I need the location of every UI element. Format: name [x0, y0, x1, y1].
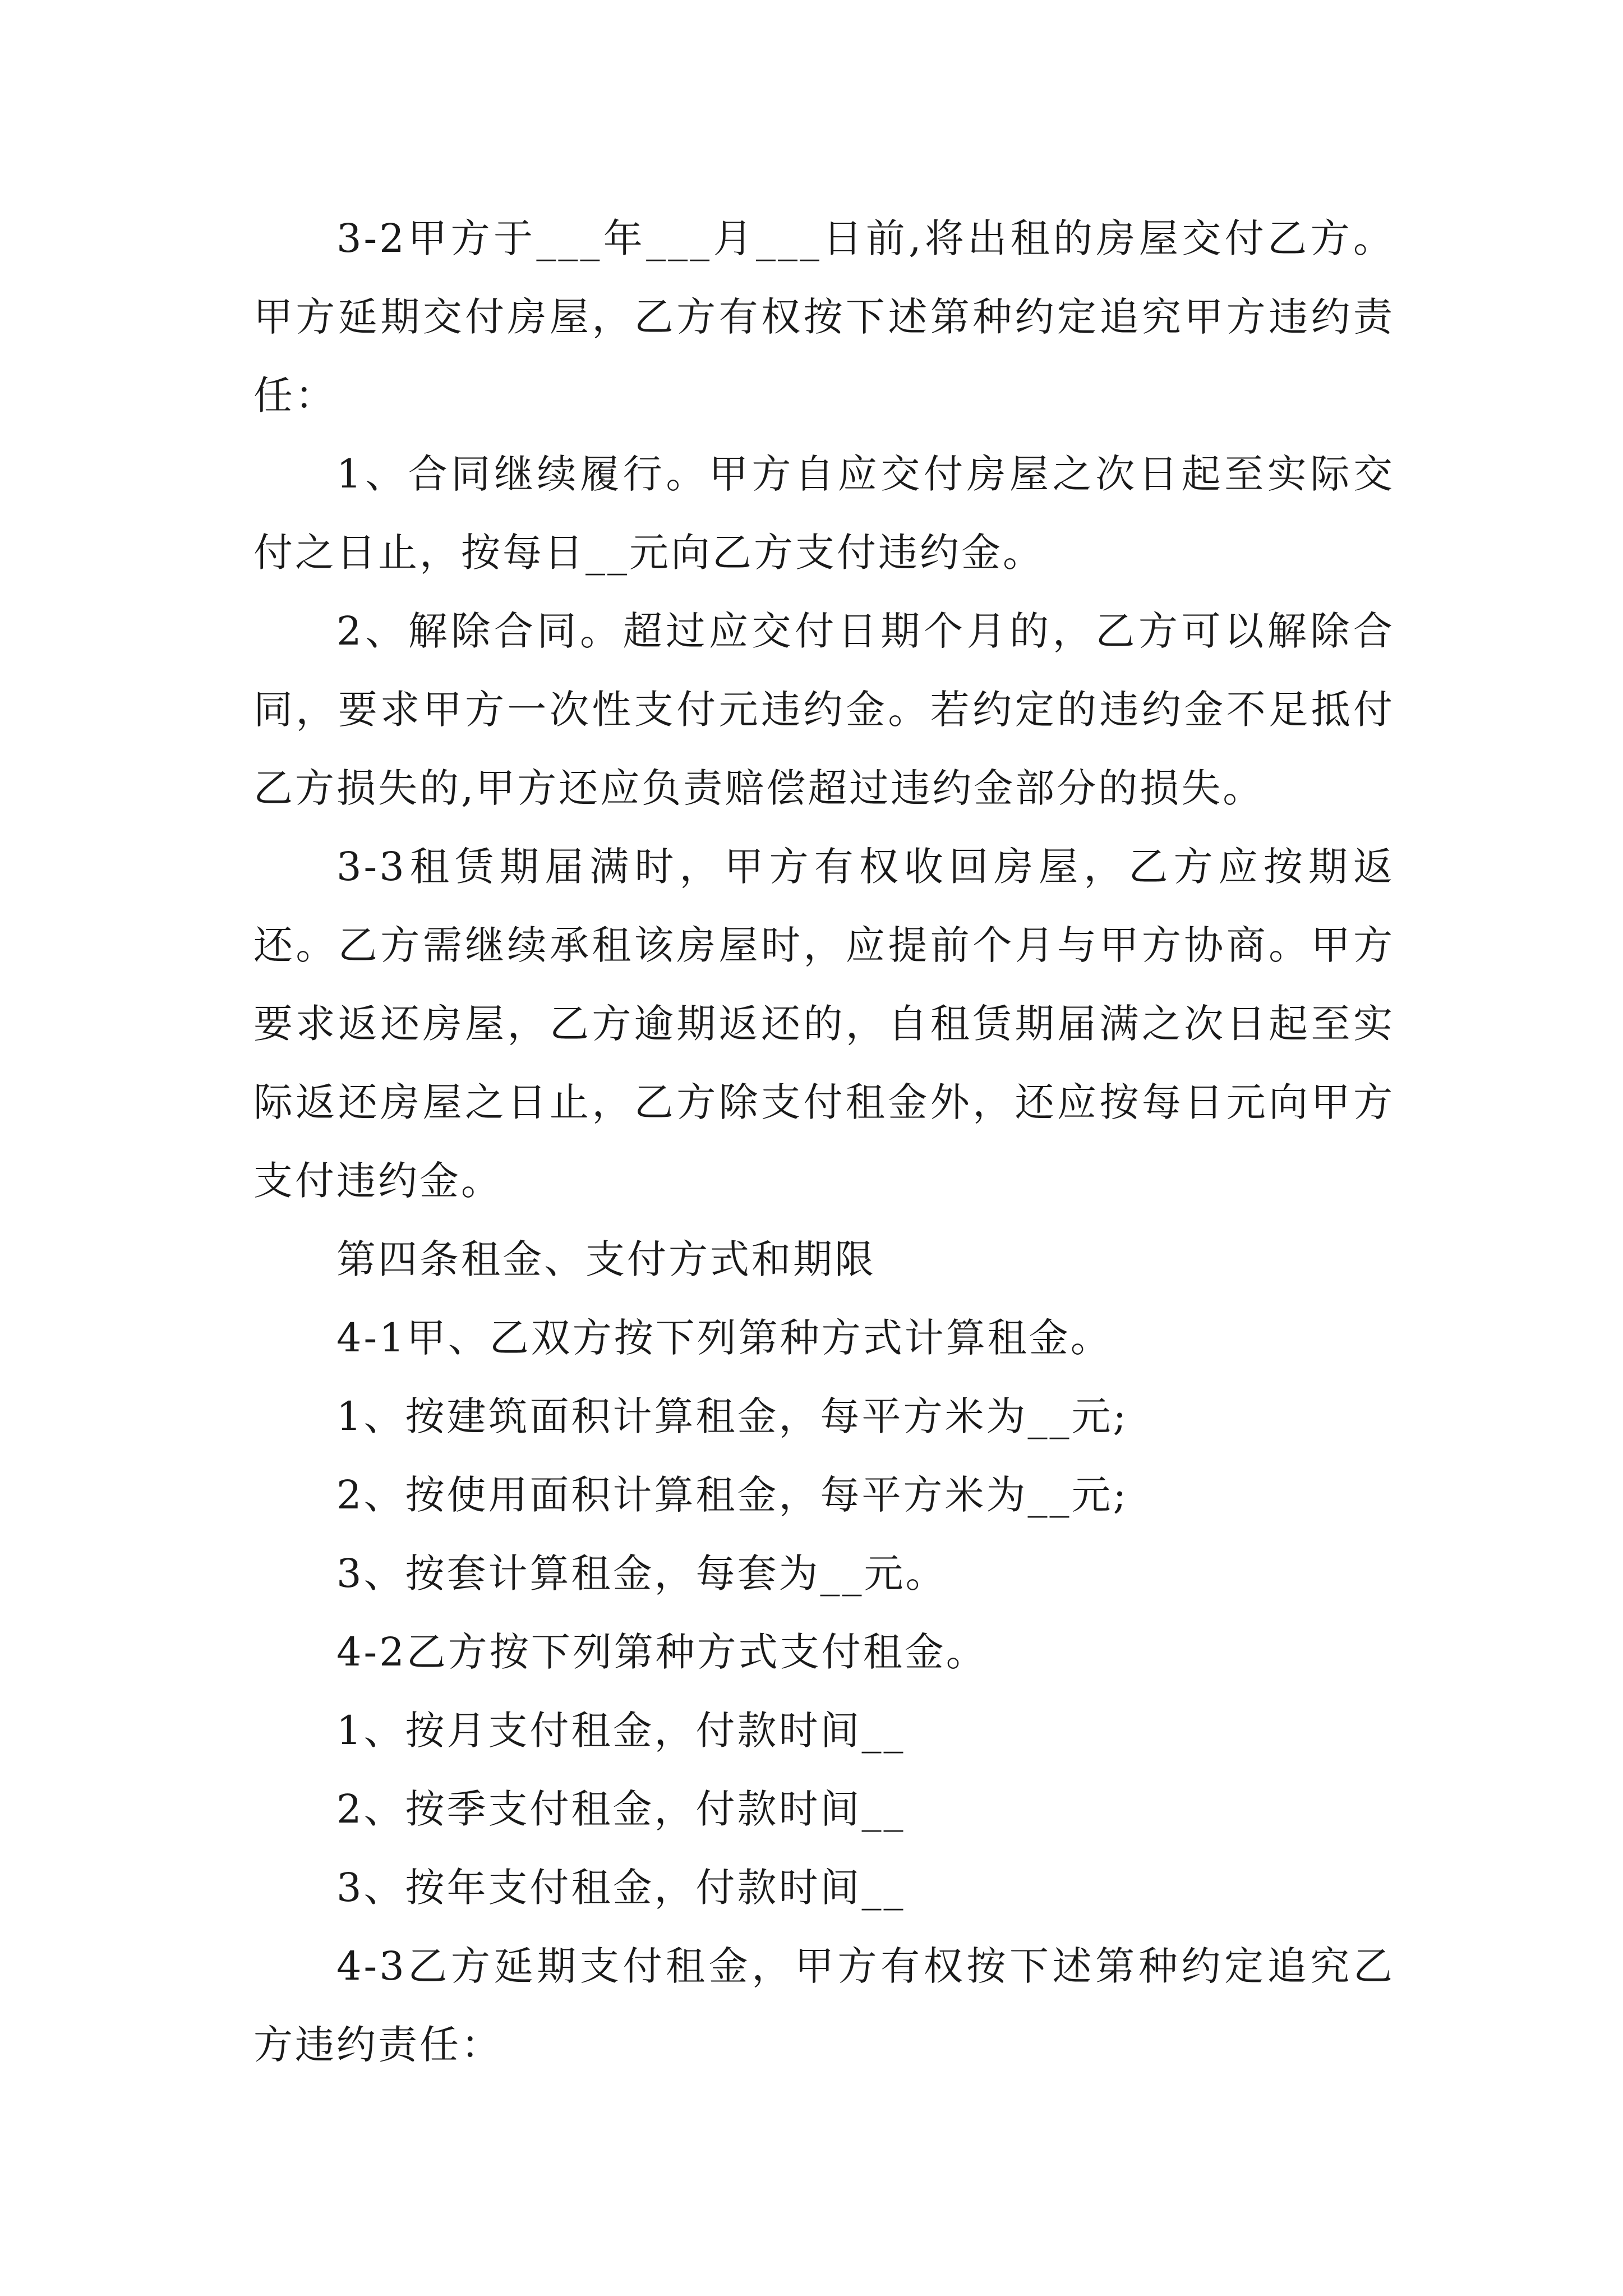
paragraph-item-continue-contract: 1、合同继续履行。甲方自应交付房屋之次日起至实际交付之日止，按每日__元向乙方支付违约金。	[253, 451, 1395, 576]
paragraph-item-monthly: 1、按月支付租金，付款时间__	[336, 1708, 906, 1754]
paragraph-item-quarterly: 2、按季支付租金，付款时间__	[336, 1786, 906, 1832]
paragraph-3-3: 3-3租赁期届满时，甲方有权收回房屋，乙方应按期返还。乙方需继续承租该房屋时，应提前个月与甲方协商。甲方要求返还房屋，乙方逾期返还的，自租赁期届满之次日起至实际返还房屋之日止，乙方除支付租金外，还应按每日元向甲方支付违约金。	[253, 844, 1395, 1204]
paragraph-4-2: 4-2乙方按下列第种方式支付租金。	[336, 1629, 988, 1675]
paragraph-item-yearly: 3、按年支付租金，付款时间__	[336, 1865, 906, 1911]
paragraph-4-3: 4-3乙方延期支付租金，甲方有权按下述第种约定追究乙方违约责任：	[253, 1943, 1395, 2068]
paragraph-item-building-area: 1、按建筑面积计算租金，每平方米为__元;	[336, 1393, 1129, 1439]
section-heading-article-4: 第四条租金、支付方式和期限	[336, 1236, 876, 1282]
paragraph-item-terminate-contract: 2、解除合同。超过应交付日期个月的，乙方可以解除合同，要求甲方一次性支付元违约金。若约定的违约金不足抵付乙方损失的,甲方还应负责赔偿超过违约金部分的损失。	[253, 608, 1395, 811]
paragraph-4-1: 4-1甲、乙双方按下列第种方式计算租金。	[336, 1315, 1112, 1361]
paragraph-item-per-unit: 3、按套计算租金，每套为__元。	[336, 1550, 947, 1596]
paragraph-3-2: 3-2甲方于___年___月___日前,将出租的房屋交付乙方。甲方延期交付房屋，乙方有权按下述第种约定追究甲方违约责任：	[253, 215, 1395, 418]
document-body	[253, 199, 1395, 2084]
paragraph-item-usable-area: 2、按使用面积计算租金，每平方米为__元;	[336, 1472, 1129, 1518]
